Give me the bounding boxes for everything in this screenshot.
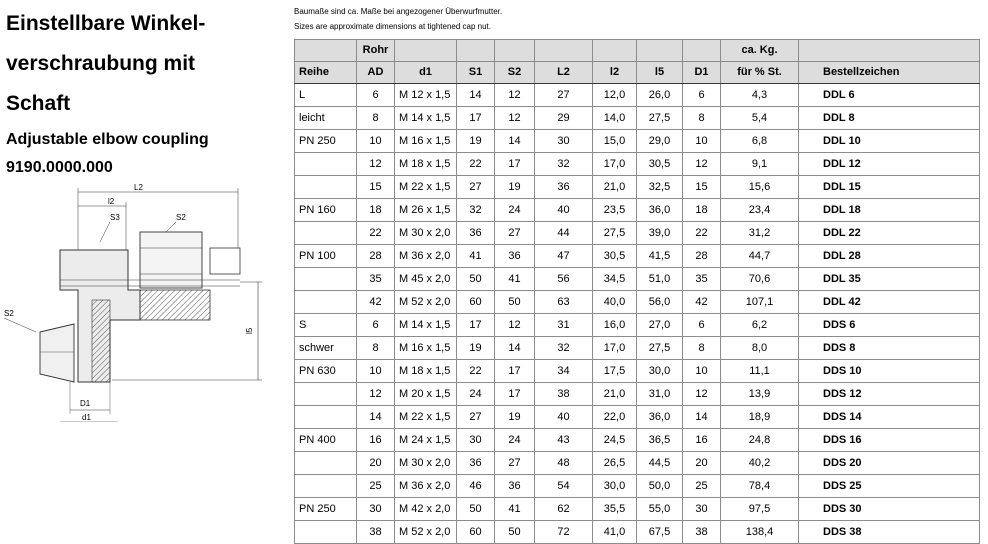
- cell-l5: 39,0: [637, 222, 683, 245]
- cell-ad: 14: [357, 406, 395, 429]
- cell-reihe: [295, 222, 357, 245]
- cell-s1: 41: [457, 245, 495, 268]
- col-l5: l5: [637, 62, 683, 84]
- cell-s2: 17: [495, 360, 535, 383]
- cell-kg: 23,4: [721, 199, 799, 222]
- label-d1: d1: [82, 413, 91, 422]
- cell-l5: 32,5: [637, 176, 683, 199]
- cell-ad: 6: [357, 84, 395, 107]
- cell-dd1: 10: [683, 360, 721, 383]
- cell-kg: 13,9: [721, 383, 799, 406]
- cell-reihe: [295, 406, 357, 429]
- cell-code: DDS 12: [799, 383, 980, 406]
- cell-dd1: 6: [683, 84, 721, 107]
- cell-l5: 36,0: [637, 406, 683, 429]
- cell-s2: 17: [495, 383, 535, 406]
- title-line-3: Schaft: [6, 92, 71, 115]
- cell-d1: M 14 x 1,5: [395, 314, 457, 337]
- cell-code: DDL 18: [799, 199, 980, 222]
- cell-l2big: 48: [535, 452, 593, 475]
- table-row: [295, 222, 980, 245]
- title-line-1: Einstellbare Winkel-: [6, 12, 206, 35]
- cell-reihe: [295, 452, 357, 475]
- cell-d1: M 36 x 2,0: [395, 245, 457, 268]
- title-line-2: verschraubung mit: [6, 52, 196, 75]
- cell-code: DDS 6: [799, 314, 980, 337]
- cell-kg: 6,2: [721, 314, 799, 337]
- table-row: [295, 84, 980, 107]
- col-ad: AD: [357, 62, 395, 84]
- cell-l2: 15,0: [593, 130, 637, 153]
- cell-l5: 29,0: [637, 130, 683, 153]
- cell-l5: 27,0: [637, 314, 683, 337]
- cell-d1: M 45 x 2,0: [395, 268, 457, 291]
- cell-l2: 30,5: [593, 245, 637, 268]
- table-body: [295, 84, 980, 544]
- label-S2-top: S2: [176, 213, 186, 222]
- cell-l2: 40,0: [593, 291, 637, 314]
- cell-reihe: [295, 475, 357, 498]
- table-header-top: [295, 40, 980, 62]
- table-row: [295, 360, 980, 383]
- table-row: [295, 291, 980, 314]
- cell-s2: 27: [495, 452, 535, 475]
- cell-code: DDL 42: [799, 291, 980, 314]
- cell-l2big: 44: [535, 222, 593, 245]
- table-row: [295, 337, 980, 360]
- cell-l5: 36,0: [637, 199, 683, 222]
- cell-l2: 24,5: [593, 429, 637, 452]
- cell-l2: 21,0: [593, 383, 637, 406]
- cell-l2big: 29: [535, 107, 593, 130]
- cell-ad: 22: [357, 222, 395, 245]
- english-subtitle: Adjustable elbow coupling: [6, 131, 209, 148]
- cell-l2: 17,0: [593, 337, 637, 360]
- cell-l2big: 40: [535, 406, 593, 429]
- cell-ad: 20: [357, 452, 395, 475]
- cell-d1: M 12 x 1,5: [395, 84, 457, 107]
- cell-d1: M 18 x 1,5: [395, 153, 457, 176]
- col-l2: l2: [593, 62, 637, 84]
- table-row: [295, 153, 980, 176]
- cell-ad: 16: [357, 429, 395, 452]
- cell-code: DDS 38: [799, 521, 980, 544]
- table-row: [295, 521, 980, 544]
- cell-ad: 10: [357, 360, 395, 383]
- cell-s1: 27: [457, 176, 495, 199]
- cell-s2: 14: [495, 130, 535, 153]
- cell-l2big: 54: [535, 475, 593, 498]
- table-row: [295, 429, 980, 452]
- cell-ad: 42: [357, 291, 395, 314]
- cell-s1: 50: [457, 268, 495, 291]
- table-row: [295, 406, 980, 429]
- cell-s1: 36: [457, 222, 495, 245]
- cell-code: DDL 22: [799, 222, 980, 245]
- cell-s1: 19: [457, 337, 495, 360]
- cell-s2: 19: [495, 406, 535, 429]
- cell-d1: M 14 x 1,5: [395, 107, 457, 130]
- cell-code: DDL 28: [799, 245, 980, 268]
- cell-reihe: [295, 521, 357, 544]
- cell-d1: M 30 x 2,0: [395, 222, 457, 245]
- table-row: [295, 383, 980, 406]
- cell-l2: 17,0: [593, 153, 637, 176]
- part-number: 9190.0000.000: [6, 159, 113, 176]
- col-D1: D1: [683, 62, 721, 84]
- cell-l2big: 32: [535, 153, 593, 176]
- cell-reihe: PN 400: [295, 429, 357, 452]
- cell-reihe: leicht: [295, 107, 357, 130]
- cell-dd1: 14: [683, 406, 721, 429]
- cell-l2: 26,5: [593, 452, 637, 475]
- cell-dd1: 20: [683, 452, 721, 475]
- header-weight: ca. Kg.: [721, 40, 799, 62]
- cell-reihe: PN 100: [295, 245, 357, 268]
- cell-d1: M 16 x 1,5: [395, 337, 457, 360]
- cell-reihe: S: [295, 314, 357, 337]
- cell-l5: 26,0: [637, 84, 683, 107]
- cell-kg: 4,3: [721, 84, 799, 107]
- cell-kg: 44,7: [721, 245, 799, 268]
- cell-s2: 24: [495, 429, 535, 452]
- cell-ad: 38: [357, 521, 395, 544]
- cell-ad: 12: [357, 383, 395, 406]
- cell-s2: 17: [495, 153, 535, 176]
- cell-ad: 8: [357, 107, 395, 130]
- cell-ad: 30: [357, 498, 395, 521]
- cell-d1: M 16 x 1,5: [395, 130, 457, 153]
- cell-reihe: [295, 153, 357, 176]
- cell-kg: 31,2: [721, 222, 799, 245]
- cell-d1: M 52 x 2,0: [395, 291, 457, 314]
- cell-s2: 41: [495, 498, 535, 521]
- cell-l2: 41,0: [593, 521, 637, 544]
- cell-dd1: 42: [683, 291, 721, 314]
- cell-dd1: 12: [683, 383, 721, 406]
- cell-l5: 51,0: [637, 268, 683, 291]
- cell-d1: M 42 x 2,0: [395, 498, 457, 521]
- cell-code: DDS 30: [799, 498, 980, 521]
- cell-dd1: 35: [683, 268, 721, 291]
- label-S3: S3: [110, 213, 120, 222]
- cell-code: DDL 10: [799, 130, 980, 153]
- cell-l2big: 31: [535, 314, 593, 337]
- cell-l2big: 27: [535, 84, 593, 107]
- label-l2: l2: [108, 197, 115, 206]
- cell-ad: 10: [357, 130, 395, 153]
- table-row: [295, 107, 980, 130]
- dimension-notes: [294, 4, 502, 34]
- cell-ad: 25: [357, 475, 395, 498]
- cell-l5: 30,5: [637, 153, 683, 176]
- cell-reihe: [295, 383, 357, 406]
- cell-ad: 8: [357, 337, 395, 360]
- cell-l5: 67,5: [637, 521, 683, 544]
- table-row: [295, 199, 980, 222]
- cell-dd1: 10: [683, 130, 721, 153]
- cell-s1: 36: [457, 452, 495, 475]
- cell-kg: 9,1: [721, 153, 799, 176]
- cell-dd1: 6: [683, 314, 721, 337]
- cell-d1: M 18 x 1,5: [395, 360, 457, 383]
- cell-l5: 56,0: [637, 291, 683, 314]
- cell-kg: 138,4: [721, 521, 799, 544]
- cell-s1: 22: [457, 153, 495, 176]
- cell-reihe: [295, 268, 357, 291]
- cell-s2: 12: [495, 314, 535, 337]
- cell-l2big: 43: [535, 429, 593, 452]
- cell-l2big: 32: [535, 337, 593, 360]
- cell-dd1: 16: [683, 429, 721, 452]
- cell-l2big: 40: [535, 199, 593, 222]
- cell-s2: 50: [495, 521, 535, 544]
- cell-l2: 30,0: [593, 475, 637, 498]
- cell-code: DDL 8: [799, 107, 980, 130]
- cell-kg: 11,1: [721, 360, 799, 383]
- cell-l2big: 62: [535, 498, 593, 521]
- table-row: [295, 314, 980, 337]
- cell-kg: 6,8: [721, 130, 799, 153]
- cell-s1: 46: [457, 475, 495, 498]
- cell-dd1: 28: [683, 245, 721, 268]
- cell-s2: 36: [495, 245, 535, 268]
- col-d1: d1: [395, 62, 457, 84]
- cell-kg: 24,8: [721, 429, 799, 452]
- cell-l2: 35,5: [593, 498, 637, 521]
- cell-l5: 30,0: [637, 360, 683, 383]
- cell-l2: 22,0: [593, 406, 637, 429]
- cell-s2: 19: [495, 176, 535, 199]
- technical-drawing: [0, 182, 275, 422]
- cell-d1: M 22 x 1,5: [395, 176, 457, 199]
- table-row: [295, 130, 980, 153]
- cell-s2: 24: [495, 199, 535, 222]
- table-row: [295, 176, 980, 199]
- cell-code: DDS 16: [799, 429, 980, 452]
- cell-kg: 97,5: [721, 498, 799, 521]
- label-S2-left: S2: [4, 309, 14, 318]
- cell-d1: M 36 x 2,0: [395, 475, 457, 498]
- cell-reihe: PN 250: [295, 498, 357, 521]
- cell-reihe: L: [295, 84, 357, 107]
- cell-d1: M 22 x 1,5: [395, 406, 457, 429]
- col-s1: S1: [457, 62, 495, 84]
- cell-ad: 15: [357, 176, 395, 199]
- cell-d1: M 24 x 1,5: [395, 429, 457, 452]
- table-row: [295, 268, 980, 291]
- table-row: [295, 475, 980, 498]
- cell-s2: 12: [495, 84, 535, 107]
- cell-code: DDL 6: [799, 84, 980, 107]
- cell-s1: 14: [457, 84, 495, 107]
- cell-l5: 36,5: [637, 429, 683, 452]
- cell-s1: 17: [457, 314, 495, 337]
- cell-code: DDS 20: [799, 452, 980, 475]
- cell-dd1: 18: [683, 199, 721, 222]
- cell-l2: 12,0: [593, 84, 637, 107]
- cell-l2: 27,5: [593, 222, 637, 245]
- cell-l5: 27,5: [637, 337, 683, 360]
- cell-l2big: 63: [535, 291, 593, 314]
- cell-kg: 70,6: [721, 268, 799, 291]
- cell-kg: 8,0: [721, 337, 799, 360]
- cell-kg: 18,9: [721, 406, 799, 429]
- cell-s2: 27: [495, 222, 535, 245]
- cell-l2: 21,0: [593, 176, 637, 199]
- cell-kg: 78,4: [721, 475, 799, 498]
- cell-ad: 28: [357, 245, 395, 268]
- cell-l2: 23,5: [593, 199, 637, 222]
- col-reihe: Reihe: [295, 62, 357, 84]
- cell-s1: 24: [457, 383, 495, 406]
- cell-l2big: 72: [535, 521, 593, 544]
- cell-s1: 22: [457, 360, 495, 383]
- cell-code: DDS 10: [799, 360, 980, 383]
- cell-l2big: 36: [535, 176, 593, 199]
- note-english: Sizes are approximate dimensions at tightened cap nut.: [294, 22, 492, 31]
- title-block: [6, 4, 281, 182]
- cell-l2big: 56: [535, 268, 593, 291]
- cell-l5: 44,5: [637, 452, 683, 475]
- cell-l2: 34,5: [593, 268, 637, 291]
- cell-l2: 16,0: [593, 314, 637, 337]
- col-s2: S2: [495, 62, 535, 84]
- cell-l5: 41,5: [637, 245, 683, 268]
- note-german: Baumaße sind ca. Maße bei angezogener Überwurfmutter.: [294, 7, 503, 16]
- cell-s2: 50: [495, 291, 535, 314]
- col-L2: L2: [535, 62, 593, 84]
- cell-d1: M 26 x 1,5: [395, 199, 457, 222]
- label-L2: L2: [134, 183, 143, 192]
- label-D1: D1: [80, 399, 91, 408]
- cell-code: DDL 35: [799, 268, 980, 291]
- cell-kg: 15,6: [721, 176, 799, 199]
- cell-reihe: PN 250: [295, 130, 357, 153]
- cell-kg: 5,4: [721, 107, 799, 130]
- cell-reihe: PN 630: [295, 360, 357, 383]
- cell-s2: 41: [495, 268, 535, 291]
- cell-s1: 32: [457, 199, 495, 222]
- table-header: [295, 62, 980, 84]
- cell-l2big: 47: [535, 245, 593, 268]
- cell-s1: 60: [457, 291, 495, 314]
- cell-s1: 19: [457, 130, 495, 153]
- cell-s1: 50: [457, 498, 495, 521]
- cell-reihe: PN 160: [295, 199, 357, 222]
- cell-code: DDS 25: [799, 475, 980, 498]
- col-weight: für % St.: [721, 62, 799, 84]
- cell-d1: M 20 x 1,5: [395, 383, 457, 406]
- cell-dd1: 30: [683, 498, 721, 521]
- dimensions-table: [294, 39, 980, 544]
- cell-s1: 30: [457, 429, 495, 452]
- cell-l2big: 38: [535, 383, 593, 406]
- cell-ad: 35: [357, 268, 395, 291]
- cell-s1: 17: [457, 107, 495, 130]
- cell-code: DDL 15: [799, 176, 980, 199]
- cell-s2: 36: [495, 475, 535, 498]
- cell-l5: 31,0: [637, 383, 683, 406]
- table-row: [295, 498, 980, 521]
- cell-dd1: 12: [683, 153, 721, 176]
- cell-kg: 107,1: [721, 291, 799, 314]
- cell-code: DDS 14: [799, 406, 980, 429]
- cell-ad: 12: [357, 153, 395, 176]
- cell-dd1: 25: [683, 475, 721, 498]
- cell-l5: 50,0: [637, 475, 683, 498]
- cell-kg: 40,2: [721, 452, 799, 475]
- cell-l5: 27,5: [637, 107, 683, 130]
- col-order-code: Bestellzeichen: [799, 62, 980, 84]
- cell-s1: 27: [457, 406, 495, 429]
- cell-code: DDS 8: [799, 337, 980, 360]
- cell-code: DDL 12: [799, 153, 980, 176]
- cell-dd1: 15: [683, 176, 721, 199]
- cell-l2big: 34: [535, 360, 593, 383]
- cell-d1: M 30 x 2,0: [395, 452, 457, 475]
- header-rohr: Rohr: [357, 40, 395, 62]
- cell-reihe: schwer: [295, 337, 357, 360]
- table-row: [295, 245, 980, 268]
- cell-dd1: 8: [683, 107, 721, 130]
- cell-l5: 55,0: [637, 498, 683, 521]
- cell-s2: 12: [495, 107, 535, 130]
- cell-dd1: 38: [683, 521, 721, 544]
- table-row: [295, 452, 980, 475]
- cell-s1: 60: [457, 521, 495, 544]
- cell-ad: 18: [357, 199, 395, 222]
- cell-l2big: 30: [535, 130, 593, 153]
- cell-ad: 6: [357, 314, 395, 337]
- cell-reihe: [295, 291, 357, 314]
- cell-l2: 14,0: [593, 107, 637, 130]
- label-l5: l5: [245, 327, 254, 334]
- cell-dd1: 8: [683, 337, 721, 360]
- cell-dd1: 22: [683, 222, 721, 245]
- cell-reihe: [295, 176, 357, 199]
- cell-d1: M 52 x 2,0: [395, 521, 457, 544]
- cell-s2: 14: [495, 337, 535, 360]
- cell-l2: 17,5: [593, 360, 637, 383]
